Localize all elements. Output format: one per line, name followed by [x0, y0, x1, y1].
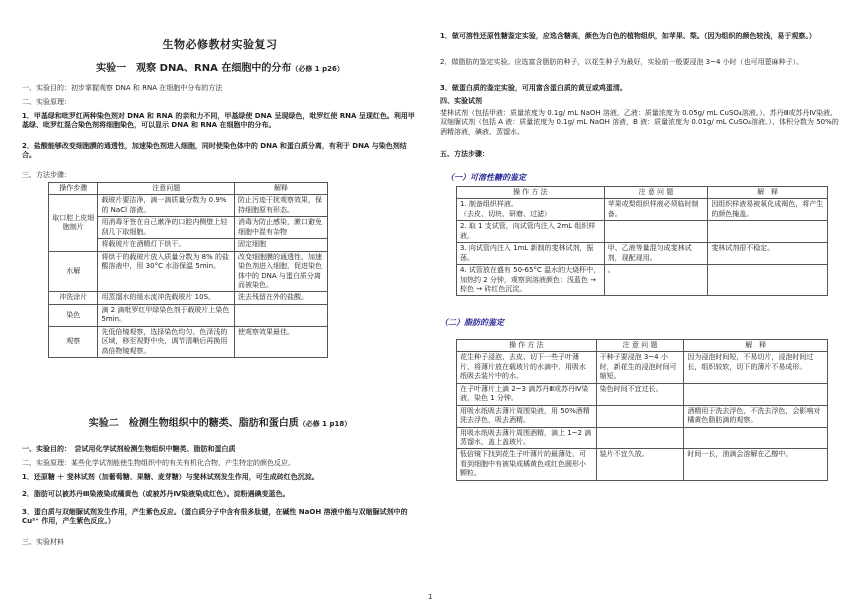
table-row: [457, 199, 828, 221]
exp2-principle-2: 2．脂肪可以被苏丹Ⅲ染液染成橘黄色（或被苏丹Ⅳ染液染成红色）。淀粉遇碘变蓝色。: [22, 490, 290, 498]
method-cell: 花生种子浸泡、去皮、切下一些子叶薄片，将薄片放在载玻片的水滴中，用吸水纸吸去装片中的水。: [457, 352, 597, 383]
table-header-cell: 注 意 问 题: [596, 340, 684, 352]
note-cell: 用蒸馏水的缓水流冲洗载玻片 10S。: [98, 292, 235, 304]
table-row: [457, 221, 828, 243]
fat-table: [456, 339, 828, 481]
exp1-steps-table: [48, 182, 328, 358]
reagents-heading: 四、实验试剂: [440, 97, 482, 105]
method-cell: 用吸水纸吸去薄片周围染液，用 50%酒精洗去浮色，吸去酒精。: [457, 405, 597, 427]
explain-cell: 时间一长，油滴会溶解在乙醇中。: [684, 449, 828, 480]
table-row: [49, 326, 328, 357]
method-cell: 在子叶薄片上滴 2~3 滴苏丹Ⅲ或苏丹Ⅳ染液，染色 1 分钟。: [457, 383, 597, 405]
note-cell: [596, 405, 684, 427]
table-row: [49, 251, 328, 292]
table-header-cell: 解 释: [684, 340, 828, 352]
table-row: [49, 304, 328, 326]
explain-cell: 消毒为防止感染，漱口避免细胞中混有杂物: [235, 217, 328, 239]
note-cell: 染色时间不宜过长。: [596, 383, 684, 405]
exp1-principle-1: 1．甲基绿和吡罗红两种染色剂对 DNA 和 RNA 的亲和力不同，甲基绿使 DNA 呈现绿色，吡罗红使 RNA 呈现红色。利用甲基绿、吡罗红混合染色剂将细胞染色，可以显示 DNA 和 RNA 在细胞中的分布。: [22, 112, 415, 130]
note-cell: 。: [604, 265, 708, 296]
section-fat-heading: （二）脂肪的鉴定: [440, 318, 504, 327]
note-cell: 装片不宜久放。: [596, 449, 684, 480]
table-row: [457, 383, 828, 405]
explain-cell: 使观察效果最佳。: [235, 326, 328, 357]
exp2-materials-heading: 三、实验材料: [22, 538, 64, 546]
note-cell: 甲、乙液等量混匀成斐林试剂，现配现用。: [604, 243, 708, 265]
explain-cell: 因组织样液易被氧化成褐色，将产生的颜色掩盖。: [708, 199, 828, 221]
explain-cell: 斐林试剂很不稳定。: [708, 243, 828, 265]
exp1-purpose: 一、实验目的：初步掌握观察 DNA 和 RNA 在细胞中分布的方法: [22, 84, 223, 92]
exp2-title-text: 实验二 检测生物组织中的糖类、脂肪和蛋白质: [88, 418, 299, 429]
doc-title: 生物必修教材实验复习: [162, 38, 278, 51]
note-cell: 苹果或梨组织样液必须临时制备。: [604, 199, 708, 221]
explain-cell: 洗去残留在外的盐酸。: [235, 292, 328, 304]
table-header-cell: 解释: [235, 183, 328, 195]
method-cell: 3. 向试管内注入 1mL 新制的斐林试剂，振荡。: [457, 243, 605, 265]
sugar-table: [456, 186, 828, 296]
explain-cell: [684, 383, 828, 405]
step-cell: 水解: [49, 251, 98, 292]
table-header-cell: 注 意 问 题: [604, 187, 708, 199]
explain-cell: [235, 304, 328, 326]
table-header-cell: 操 作 方 法: [457, 340, 597, 352]
method-cell: 1. 制备组织样液。 （去皮、切块、研磨、过滤）: [457, 199, 605, 221]
explain-cell: 固定细胞: [235, 239, 328, 251]
exp2-principle-1: 1．还原糖 ＋ 斐林试剂（加葡萄糖、果糖、麦芽糖）与斐林试剂发生作用，可生成砖红色沉淀。: [22, 473, 319, 481]
table-header-cell: 解 释: [708, 187, 828, 199]
method-cell: 用吸水纸吸去薄片周围酒精，滴上 1~2 滴蒸馏水，盖上盖玻片。: [457, 427, 597, 449]
table-row: [457, 449, 828, 480]
table-header-row: [49, 183, 328, 195]
steps-heading: 五、方法步骤：: [440, 150, 489, 158]
step-cell: 观察: [49, 326, 98, 357]
exp1-principle-2: 2．盐酸能够改变细胞膜的通透性，加速染色剂进入细胞，同时使染色体中的 DNA 和蛋白质分离，有利于 DNA 与染色剂结合。: [22, 142, 407, 160]
exp1-ref: （必修 1 p26）: [291, 65, 344, 73]
explain-cell: 改变细胞膜的通透性，加速染色剂进入细胞，促进染色体中的 DNA 与蛋白质分离而被染色。: [235, 251, 328, 292]
table-row: [457, 243, 828, 265]
table-row: [457, 265, 828, 296]
table-header-cell: 操作步骤: [49, 183, 98, 195]
method-cell: 2. 取 1 支试管，向试管内注入 2mL 组织样液。: [457, 221, 605, 243]
exp1-title: [22, 62, 418, 76]
exp2-ref: （必修 1 p18）: [298, 420, 352, 428]
page-number: 1: [428, 593, 433, 601]
step-cell: 冲洗涂片: [49, 292, 98, 304]
explain-cell: [684, 427, 828, 449]
table-row: [49, 195, 328, 217]
note-cell: 滴 2 滴吡罗红甲绿染色剂于载玻片上染色 5min。: [98, 304, 235, 326]
note-cell: 先低倍镜观察，选择染色均匀、色泽浅的区域，移至视野中央，调节清晰后再换用高倍物镜观察。: [98, 326, 235, 357]
table-row: [457, 427, 828, 449]
exp2-principle: 二、实验原理：某些化学试剂能使生物组织中的有关有机化合物，产生特定的颜色反应。: [22, 459, 295, 467]
table-header-cell: 注意问题: [98, 183, 235, 195]
table-header-cell: 操 作 方 法: [457, 187, 605, 199]
note-cell: 将载玻片在酒精灯下烘干。: [98, 239, 235, 251]
table-row: [49, 292, 328, 304]
step-cell: 取口腔上皮细胞制片: [49, 195, 98, 251]
note-cell: 用消毒牙签在自己漱净的口腔内侧壁上轻刮几下取细胞。: [98, 217, 235, 239]
table-row: [457, 405, 828, 427]
step-cell: 染色: [49, 304, 98, 326]
exp1-title-text: 实验一 观察 DNA、RNA 在细胞中的分布: [96, 63, 292, 74]
reagents-text: 斐林试剂（包括甲液：质量浓度为 0.1g/ mL NaOH 溶液，乙液：质量浓度为 0.05g/ mL CuSO₄溶液。）、苏丹Ⅲ或苏丹Ⅳ染液、双缩脲试剂（包括 A 液：质量浓度为 0.1g/ mL NaOH 溶液，B 液：质量浓度为 0.01g/ mL CuSO₄溶液。）、体积分数为 50%的酒精溶液，碘液、蒸馏水。: [440, 109, 839, 136]
exp2-principle-3: 3．蛋白质与双缩脲试剂发生作用，产生紫色反应。（蛋白质分子中含有很多肽键，在碱性 NaOH 溶液中能与双缩脲试剂中的 Cu²⁺ 作用，产生紫色反应。）: [22, 508, 408, 526]
method-cell: 低倍镜下找到花生子叶薄片的最薄处，可看到细胞中有被染成橘黄色或红色圆形小颗粒。: [457, 449, 597, 480]
note-cell: [604, 221, 708, 243]
exp2-title: [22, 417, 418, 431]
method-cell: 4. 试管放在盛有 50-65°C 温水的大烧杯中，加热约 2 分钟，观察到溶液颜色：浅蓝色 → 棕色 → 砖红色沉淀。: [457, 265, 605, 296]
explain-cell: 因为浸泡时间短，不易切片，浸泡时间过长，组织较软，切下的薄片不易成形。: [684, 352, 828, 383]
note-cell: 载玻片要洁净，滴一滴质量分数为 0.9% 的 NaCl 溶液。: [98, 195, 235, 217]
explain-cell: 酒精用于洗去浮色，不洗去浮色，会影响对橘黄色脂肪滴的观察。: [684, 405, 828, 427]
explain-cell: 防止污迹干扰观察效果，保持细胞原有形态。: [235, 195, 328, 217]
note-cell: 将烘干的载玻片放入质量分数为 8% 的盐酸溶液中，用 30°C 水浴保温 5min。: [98, 251, 235, 292]
exp1-steps-heading: 三、方法步骤：: [22, 171, 71, 179]
table-header-row: [457, 187, 828, 199]
table-header-row: [457, 340, 828, 352]
material-1: 1．做可溶性还原性糖鉴定实验，应选含糖高，颜色为白色的植物组织，如苹果、梨。（因为组织的颜色较浅，易于观察。）: [440, 32, 816, 40]
table-row: [457, 352, 828, 383]
note-cell: [596, 427, 684, 449]
exp1-principle-heading: 二、实验原理：: [22, 98, 71, 106]
explain-cell: [708, 265, 828, 296]
material-2: 2．做脂肪的鉴定实验。应选富含脂肪的种子，以花生种子为最好，实验前一般要浸泡 3~4 小时（也可用蓖麻种子）。: [440, 58, 804, 66]
explain-cell: [708, 221, 828, 243]
note-cell: 干种子要浸泡 3~4 小时，新花生的浸泡时间可缩短。: [596, 352, 684, 383]
material-3: 3．做蛋白质的鉴定实验，可用富含蛋白质的黄豆或鸡蛋清。: [440, 84, 627, 92]
exp2-purpose: 一、实验目的： 尝试用化学试剂检测生物组织中糖类、脂肪和蛋白质: [22, 445, 236, 453]
section-sugar-heading: （一）可溶性糖的鉴定: [446, 173, 526, 182]
